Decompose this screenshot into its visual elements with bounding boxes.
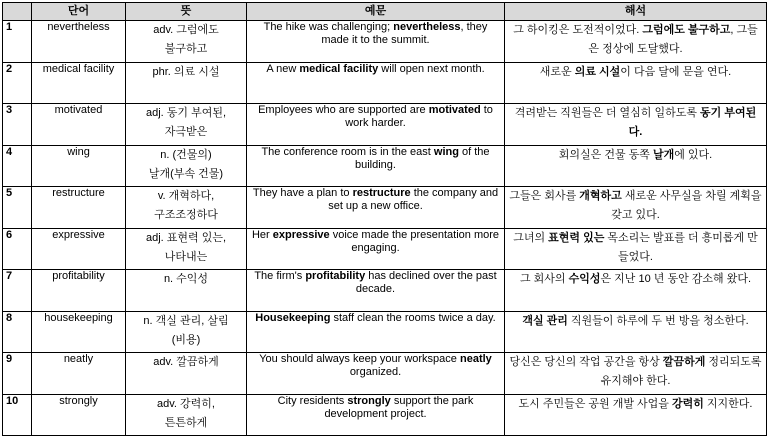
row-number: 3: [3, 104, 32, 146]
meaning-line: 튼튼하게: [164, 416, 208, 429]
translation-text: 회의실은 건물 동쪽: [558, 148, 653, 161]
example-sentence-cell: [247, 187, 505, 229]
meaning-line: 구조조정하다: [154, 209, 218, 221]
translation-text: 지지한다.: [703, 397, 753, 410]
header-example: 예문: [247, 3, 505, 21]
translation-text: 당신은 당신의 작업 공간을 항상: [509, 356, 663, 368]
translation-text: 정리되도록 유지해야 한다.: [600, 356, 762, 387]
sentence-text: A new: [266, 62, 300, 75]
highlighted-translation: 개혁하고: [579, 190, 622, 202]
word-cell: neatly: [32, 353, 126, 395]
translation-text: 직원들이 하루에 두 번 방을 청소한다.: [567, 314, 749, 327]
word-cell: housekeeping: [32, 311, 126, 353]
example-sentence-cell: [247, 21, 505, 63]
sentence-text: of the building.: [355, 145, 490, 171]
highlighted-term: restructure: [352, 187, 411, 199]
meaning-line: phr. 의료 시설: [152, 65, 220, 78]
meaning-cell: [126, 353, 247, 395]
word-cell: nevertheless: [32, 21, 126, 63]
translation-cell: [505, 270, 767, 312]
table-row: [3, 145, 767, 187]
meaning-line: n. 수익성: [163, 273, 209, 285]
row-number: 10: [3, 394, 32, 436]
highlighted-term: nevertheless: [393, 21, 461, 33]
word-cell: profitability: [32, 270, 126, 312]
highlighted-term: motivated: [428, 104, 481, 116]
translation-text: 격려받는 직원들은 더 열심히 일하도록: [514, 107, 701, 119]
row-number: 9: [3, 353, 32, 395]
table-row: [3, 394, 767, 436]
table-row: [3, 228, 767, 270]
sentence-text: You should always keep your workspace: [259, 353, 460, 365]
example-sentence-cell: [247, 62, 505, 104]
meaning-line: adv. 깔끔하게: [153, 356, 219, 368]
meaning-line: 불구하고: [164, 43, 208, 55]
translation-cell: [505, 145, 767, 187]
translation-cell: [505, 104, 767, 146]
table-row: [3, 62, 767, 104]
header-meaning: 뜻: [126, 3, 247, 21]
word-cell: strongly: [32, 394, 126, 436]
translation-text: 그들은 회사를: [509, 190, 580, 202]
word-cell: wing: [32, 145, 126, 187]
meaning-cell: [126, 270, 247, 312]
highlighted-translation: 날개: [652, 148, 675, 161]
table-body: [3, 21, 767, 436]
translation-text: 그녀의: [513, 231, 549, 244]
translation-cell: [505, 394, 767, 436]
meaning-line: n. 객실 관리, 살림: [143, 314, 229, 327]
highlighted-translation: 깔끔하게: [662, 356, 706, 368]
table-row: [3, 353, 767, 395]
table-row: [3, 187, 767, 229]
highlighted-translation: 표현력 있는: [548, 231, 605, 244]
translation-cell: [505, 21, 767, 63]
sentence-text: City residents: [277, 394, 348, 407]
meaning-line: (비용): [171, 333, 201, 346]
sentence-text: will open next month.: [378, 62, 485, 75]
highlighted-term: medical facility: [299, 62, 379, 75]
highlighted-term: profitability: [305, 270, 366, 282]
example-sentence-cell: [247, 228, 505, 270]
sentence-text: They have a plan to: [252, 187, 353, 199]
highlighted-translation: 의료 시설: [574, 65, 621, 78]
meaning-line: 자극받은: [164, 126, 208, 138]
translation-text: 새로운: [539, 65, 575, 78]
sentence-text: staff clean the rooms twice a day.: [330, 311, 496, 324]
translation-text: 새로운 사무실을 차릴 계획을 갖고 있다.: [611, 190, 762, 221]
example-sentence-cell: [247, 270, 505, 312]
sentence-text: to work harder.: [345, 104, 493, 129]
meaning-cell: [126, 228, 247, 270]
header-row: [3, 3, 767, 21]
row-number: 4: [3, 145, 32, 187]
highlighted-translation: 강력히: [671, 397, 704, 410]
translation-text: 은 지난 10 년 동안 감소해 왔다.: [600, 273, 752, 285]
table-row: [3, 104, 767, 146]
highlighted-term: neatly: [459, 353, 492, 365]
sentence-text: , they made it to the summit.: [321, 21, 488, 46]
meaning-line: adv. 강력히,: [157, 397, 215, 410]
highlighted-term: Housekeeping: [255, 311, 331, 324]
meaning-cell: [126, 62, 247, 104]
meaning-line: n. (건물의): [160, 148, 212, 161]
highlighted-translation: 객실 관리: [522, 314, 568, 327]
sentence-text: the company and set up a new office.: [328, 187, 499, 212]
meaning-line: 나타내는: [164, 250, 208, 263]
highlighted-term: strongly: [347, 394, 391, 407]
highlighted-term: wing: [433, 145, 459, 158]
example-sentence-cell: [247, 353, 505, 395]
row-number: 1: [3, 21, 32, 63]
row-number: 7: [3, 270, 32, 312]
sentence-text: The conference room is in the east: [261, 145, 434, 158]
translation-cell: [505, 228, 767, 270]
translation-cell: [505, 62, 767, 104]
translation-text: 그 회사의: [519, 273, 569, 285]
row-number: 6: [3, 228, 32, 270]
sentence-text: The firm's: [254, 270, 306, 282]
sentence-text: organized.: [349, 366, 402, 378]
meaning-line: v. 개혁하다,: [157, 190, 215, 202]
highlighted-translation: 동기 부여된다.: [628, 107, 757, 138]
sentence-text: voice made the presentation more engaging.: [329, 228, 500, 254]
translation-text: 도시 주민들은 공원 개발 사업을: [518, 397, 672, 410]
translation-text: 그 하이킹은 도전적이었다.: [513, 24, 643, 36]
sentence-text: support the park development project.: [324, 394, 474, 420]
meaning-line: adv. 그럼에도: [153, 24, 219, 36]
word-cell: restructure: [32, 187, 126, 229]
header-word: 단어: [32, 3, 126, 21]
translation-text: 이 다음 달에 문을 연다.: [620, 65, 732, 78]
highlighted-translation: 그럼에도 불구하고: [642, 24, 731, 36]
header-translation: 해석: [505, 3, 767, 21]
example-sentence-cell: [247, 104, 505, 146]
sentence-text: has declined over the past decade.: [355, 270, 497, 295]
table-row: [3, 311, 767, 353]
sentence-text: The hike was challenging;: [263, 21, 394, 33]
table-row: [3, 21, 767, 63]
sentence-text: Employees who are supported are: [258, 104, 429, 116]
row-number: 5: [3, 187, 32, 229]
meaning-cell: [126, 311, 247, 353]
word-cell: medical facility: [32, 62, 126, 104]
row-number: 8: [3, 311, 32, 353]
meaning-cell: [126, 187, 247, 229]
translation-text: 에 있다.: [674, 148, 713, 161]
translation-cell: [505, 353, 767, 395]
header-number: [3, 3, 32, 21]
row-number: 2: [3, 62, 32, 104]
example-sentence-cell: [247, 394, 505, 436]
vocabulary-table: [2, 2, 767, 436]
translation-text: , 그들은 정상에 도달했다.: [588, 24, 758, 55]
word-cell: expressive: [32, 228, 126, 270]
meaning-line: 날개(부속 건물): [148, 167, 224, 180]
meaning-cell: [126, 145, 247, 187]
translation-cell: [505, 187, 767, 229]
highlighted-translation: 수익성: [568, 273, 601, 285]
meaning-line: adj. 표현력 있는,: [145, 231, 227, 244]
table-row: [3, 270, 767, 312]
highlighted-term: expressive: [272, 228, 330, 241]
sentence-text: Her: [251, 228, 273, 241]
meaning-line: adj. 동기 부여된,: [145, 107, 227, 119]
example-sentence-cell: [247, 145, 505, 187]
meaning-cell: [126, 21, 247, 63]
meaning-cell: [126, 104, 247, 146]
meaning-cell: [126, 394, 247, 436]
word-cell: motivated: [32, 104, 126, 146]
translation-text: 목소리는 발표를 더 흥미롭게 만들었다.: [604, 231, 758, 263]
translation-cell: [505, 311, 767, 353]
example-sentence-cell: [247, 311, 505, 353]
